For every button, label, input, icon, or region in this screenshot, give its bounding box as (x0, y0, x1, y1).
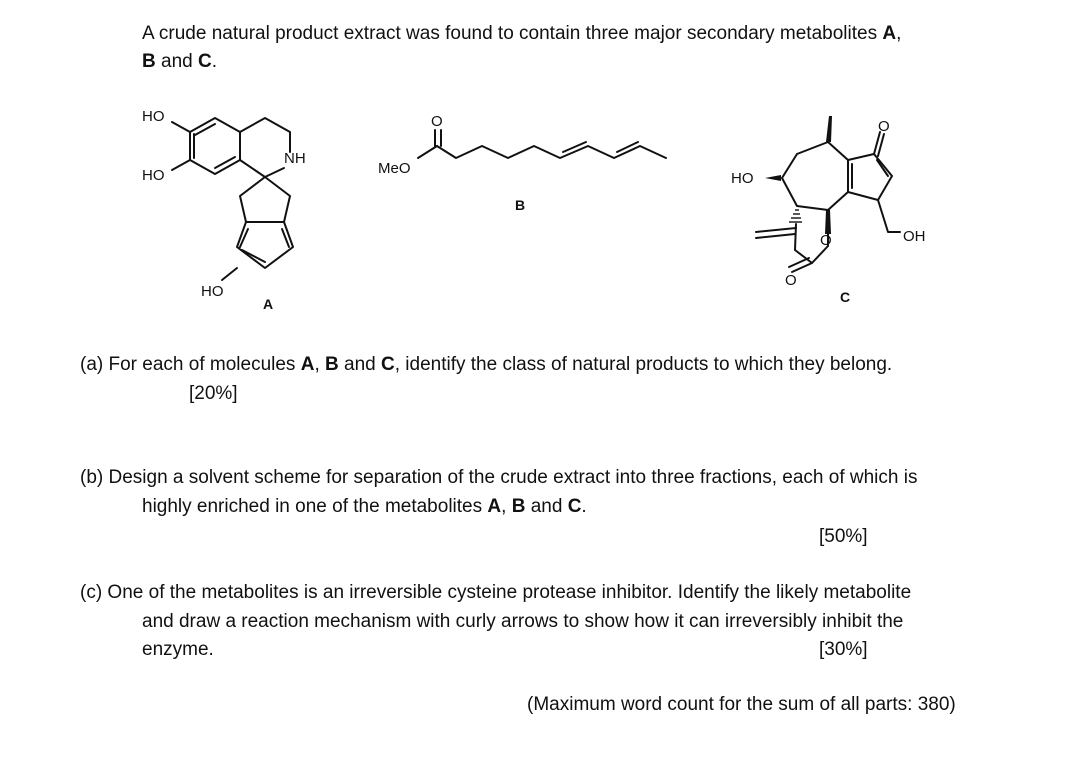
part-b-label-b: B (511, 496, 526, 517)
c-ho-label: HO (731, 170, 754, 187)
part-c-question-line-3: enzyme. (142, 639, 214, 660)
a-nh-label: NH (284, 150, 306, 167)
intro-text: A crude natural product extract was found to contain three major secondary metabolites (142, 23, 883, 44)
intro-comma: , (896, 23, 902, 44)
intro-label-a: A (882, 23, 897, 44)
c-o-ketone-label: O (878, 118, 890, 135)
intro-period: . (211, 51, 218, 72)
c-oh-label: OH (903, 228, 926, 245)
part-a-text-1: (a) For each of molecules (80, 354, 301, 375)
part-b-comma: , (501, 496, 512, 517)
molecule-a-structure (142, 108, 306, 312)
part-a-mark: [20%] (189, 383, 238, 404)
part-a-text-2: , identify the class of natural products to which they belong. (394, 354, 893, 375)
part-a-label-b: B (325, 354, 339, 375)
intro-and: and (155, 51, 198, 72)
a-ho-mid-label: HO (142, 167, 165, 184)
c-o-lactone-label: O (785, 272, 797, 289)
part-a-comma: , (314, 354, 325, 375)
intro-label-b: B (142, 51, 156, 72)
part-c-mark: [30%] (819, 639, 868, 660)
c-o-ring-label: O (820, 232, 832, 249)
part-a-and: and (338, 354, 381, 375)
molecule-a-name: A (263, 296, 274, 312)
part-b-text: highly enriched in one of the metabolites (142, 496, 488, 517)
molecule-c-name: C (840, 289, 851, 305)
word-count-note: (Maximum word count for the sum of all parts: 380) (527, 694, 956, 715)
a-ho-top-label: HO (142, 108, 165, 125)
part-b-and: and (525, 496, 568, 517)
b-meo-label: MeO (378, 160, 411, 177)
part-b-label-a: A (487, 496, 502, 517)
part-a-label-c: C (381, 354, 395, 375)
part-b-period: . (581, 496, 587, 517)
part-a-question (80, 353, 892, 377)
part-b-question-line-1: (b) Design a solvent scheme for separation of the crude extract into three fractions, each of which is (80, 467, 918, 488)
a-ho-bottom-label: HO (201, 283, 224, 300)
b-o-label: O (431, 113, 443, 130)
molecule-b-name: B (515, 197, 526, 213)
part-a-label-a: A (300, 354, 315, 375)
part-c-question-line-1: (c) One of the metabolites is an irreversible cysteine protease inhibitor. Identify the likely metabolite (80, 582, 912, 603)
part-b-label-c: C (567, 496, 582, 517)
part-c-question-line-2: and draw a reaction mechanism with curly arrows to show how it can irreversibly inhibit the (142, 611, 904, 632)
molecule-b-structure (378, 113, 666, 213)
part-b-question-line-2 (142, 495, 587, 519)
part-b-mark: [50%] (819, 526, 868, 547)
intro-label-c: C (198, 51, 212, 72)
molecule-c-structure (731, 116, 926, 305)
